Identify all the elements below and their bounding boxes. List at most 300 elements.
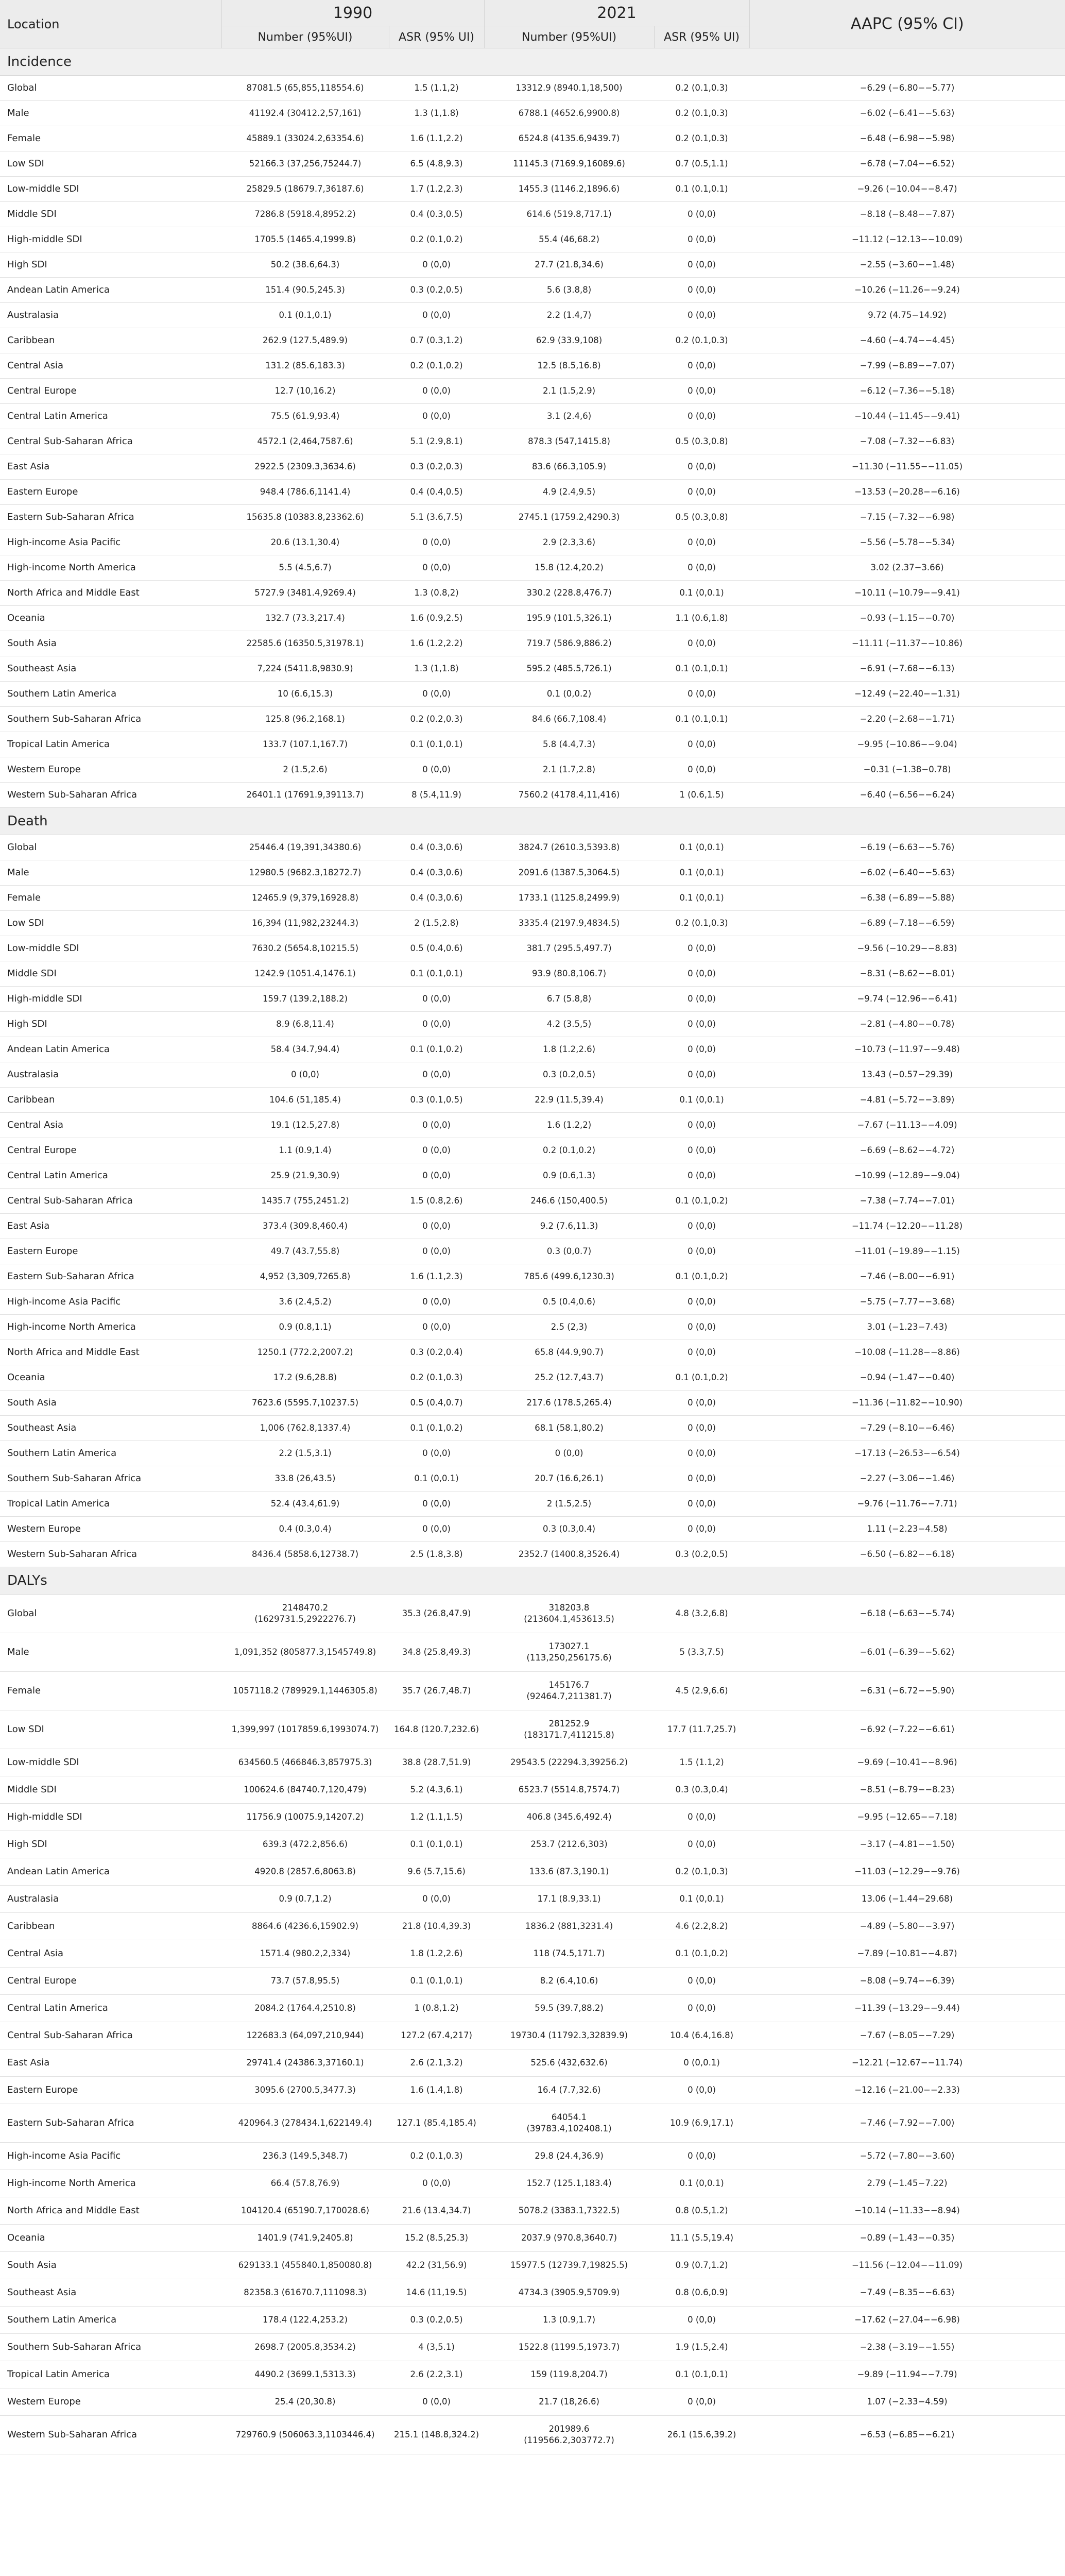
number-1990-header: Number (95%UI) [221, 26, 389, 48]
table-row [0, 581, 1065, 606]
location-cell: High-income North America [0, 555, 221, 581]
number-1990-cell: 5727.9 (3481.4,9269.4) [221, 581, 389, 606]
asr-1990-cell: 0.2 (0.1,0.3) [389, 2143, 484, 2170]
asr-1990-header: ASR (95% UI) [389, 26, 484, 48]
number-2021-cell: 55.4 (46,68.2) [484, 227, 654, 252]
number-2021-cell: 13312.9 (8940.1,18,500) [484, 76, 654, 101]
number-2021-cell: 3824.7 (2610.3,5393.8) [484, 835, 654, 860]
aapc-cell: −17.13 (−26.53−−6.54) [749, 1441, 1065, 1466]
location-cell: Caribbean [0, 328, 221, 353]
asr-2021-cell: 0.1 (0.1,0.1) [654, 707, 749, 732]
asr-2021-cell: 0.5 (0.3,0.8) [654, 505, 749, 530]
number-2021-cell: 1.6 (1.2,2) [484, 1113, 654, 1138]
number-2021-cell: 6.7 (5.8,8) [484, 987, 654, 1012]
asr-2021-cell: 0 (0,0) [654, 2388, 749, 2416]
number-1990-cell: 22585.6 (16350.5,31978.1) [221, 631, 389, 656]
location-cell: High SDI [0, 1012, 221, 1037]
asr-2021-cell: 1.1 (0.6,1.8) [654, 606, 749, 631]
number-1990-cell: 1242.9 (1051.4,1476.1) [221, 961, 389, 987]
number-1990-cell: 25829.5 (18679.7,36187.6) [221, 177, 389, 202]
aapc-cell: −7.38 (−7.74−−7.01) [749, 1189, 1065, 1214]
aapc-header: AAPC (95% CI) [749, 0, 1065, 48]
asr-2021-cell: 0 (0,0) [654, 454, 749, 480]
number-1990-cell: 373.4 (309.8,460.4) [221, 1214, 389, 1239]
asr-1990-cell: 0 (0,0) [389, 987, 484, 1012]
table-row [0, 278, 1065, 303]
location-cell: Middle SDI [0, 1776, 221, 1804]
asr-1990-cell: 1.6 (1.1,2.2) [389, 126, 484, 151]
asr-2021-cell: 0 (0,0) [654, 1968, 749, 1995]
asr-2021-cell: 0 (0,0) [654, 1416, 749, 1441]
table-row [0, 227, 1065, 252]
asr-1990-cell: 1.2 (1.1,1.5) [389, 1804, 484, 1831]
table-row [0, 1391, 1065, 1416]
location-cell: Southern Sub-Saharan Africa [0, 707, 221, 732]
asr-2021-cell: 0.1 (0,0.1) [654, 886, 749, 911]
location-cell: Central Europe [0, 1138, 221, 1163]
asr-2021-cell: 0.2 (0.1,0.3) [654, 101, 749, 126]
asr-2021-cell: 0.1 (0.1,0.2) [654, 1264, 749, 1290]
location-cell: Australasia [0, 1886, 221, 1913]
aapc-cell: −7.46 (−7.92−−7.00) [749, 2104, 1065, 2143]
table-row [0, 1163, 1065, 1189]
asr-2021-cell: 0 (0,0) [654, 1391, 749, 1416]
table-row [0, 987, 1065, 1012]
number-2021-cell: 525.6 (432,632.6) [484, 2049, 654, 2077]
aapc-cell: −6.02 (−6.41−−5.63) [749, 101, 1065, 126]
asr-1990-cell: 0.4 (0.3,0.6) [389, 835, 484, 860]
asr-2021-cell: 0 (0,0) [654, 555, 749, 581]
location-cell: Southern Latin America [0, 682, 221, 707]
table-row [0, 1542, 1065, 1567]
number-2021-cell: 8.2 (6.4,10.6) [484, 1968, 654, 1995]
table-row [0, 2361, 1065, 2388]
aapc-cell: −9.56 (−10.29−−8.83) [749, 936, 1065, 961]
section-title: Incidence [0, 48, 1065, 76]
table-row [0, 2077, 1065, 2104]
aapc-cell: 13.06 (−1.44−29.68) [749, 1886, 1065, 1913]
number-2021-cell: 2745.1 (1759.2,4290.3) [484, 505, 654, 530]
asr-2021-cell: 0.1 (0,0.1) [654, 1088, 749, 1113]
location-cell: Global [0, 76, 221, 101]
location-cell: High-middle SDI [0, 1804, 221, 1831]
number-2021-cell: 68.1 (58.1,80.2) [484, 1416, 654, 1441]
asr-1990-cell: 0 (0,0) [389, 404, 484, 429]
number-2021-cell: 195.9 (101.5,326.1) [484, 606, 654, 631]
number-2021-cell: 1.3 (0.9,1.7) [484, 2307, 654, 2334]
asr-1990-cell: 0.3 (0.2,0.3) [389, 454, 484, 480]
number-1990-cell: 0.4 (0.3,0.4) [221, 1517, 389, 1542]
aapc-cell: −11.36 (−11.82−−10.90) [749, 1391, 1065, 1416]
location-cell: Global [0, 835, 221, 860]
number-1990-cell: 58.4 (34.7,94.4) [221, 1037, 389, 1062]
incidence-section [0, 48, 1065, 808]
table-row [0, 1858, 1065, 1886]
table-row [0, 1886, 1065, 1913]
asr-1990-cell: 0 (0,0) [389, 555, 484, 581]
table-row [0, 783, 1065, 808]
aapc-cell: −6.48 (−6.98−−5.98) [749, 126, 1065, 151]
asr-2021-cell: 0.1 (0,0.1) [654, 581, 749, 606]
table-row [0, 2416, 1065, 2454]
aapc-cell: −9.95 (−10.86−−9.04) [749, 732, 1065, 757]
number-2021-cell: 2037.9 (970.8,3640.7) [484, 2225, 654, 2252]
table-row [0, 1214, 1065, 1239]
asr-1990-cell: 0.1 (0.1,0.1) [389, 732, 484, 757]
aapc-cell: −11.30 (−11.55−−11.05) [749, 454, 1065, 480]
table-row [0, 101, 1065, 126]
aapc-cell: −0.93 (−1.15−−0.70) [749, 606, 1065, 631]
number-1990-cell: 7630.2 (5654.8,10215.5) [221, 936, 389, 961]
location-cell: East Asia [0, 1214, 221, 1239]
aapc-cell: −8.31 (−8.62−−8.01) [749, 961, 1065, 987]
location-cell: South Asia [0, 1391, 221, 1416]
number-2021-cell: 15977.5 (12739.7,19825.5) [484, 2252, 654, 2279]
location-cell: Central Latin America [0, 404, 221, 429]
table-row [0, 2022, 1065, 2049]
number-2021-cell: 6524.8 (4135.6,9439.7) [484, 126, 654, 151]
dalys-section [0, 1567, 1065, 2454]
number-2021-cell: 17.1 (8.9,33.1) [484, 1886, 654, 1913]
location-cell: Low SDI [0, 911, 221, 936]
section-title: Death [0, 808, 1065, 835]
number-2021-cell: 84.6 (66.7,108.4) [484, 707, 654, 732]
table-row [0, 1672, 1065, 1710]
number-1990-cell: 8436.4 (5858.6,12738.7) [221, 1542, 389, 1567]
number-2021-cell: 62.9 (33.9,108) [484, 328, 654, 353]
asr-2021-cell: 0 (0,0) [654, 1113, 749, 1138]
location-cell: Caribbean [0, 1088, 221, 1113]
number-2021-cell: 2 (1.5,2.5) [484, 1492, 654, 1517]
location-cell: Central Europe [0, 1968, 221, 1995]
table-row [0, 1012, 1065, 1037]
asr-1990-cell: 0.5 (0.4,0.6) [389, 936, 484, 961]
aapc-cell: −6.92 (−7.22−−6.61) [749, 1710, 1065, 1749]
asr-2021-cell: 0 (0,0) [654, 530, 749, 555]
table-row [0, 76, 1065, 101]
number-1990-cell: 420964.3 (278434.1,622149.4) [221, 2104, 389, 2143]
number-1990-cell: 1,399,997 (1017859.6,1993074.7) [221, 1710, 389, 1749]
asr-2021-cell: 0 (0,0) [654, 227, 749, 252]
aapc-cell: −8.08 (−9.74−−6.39) [749, 1968, 1065, 1995]
table-row [0, 2279, 1065, 2307]
number-2021-cell: 0.3 (0.3,0.4) [484, 1517, 654, 1542]
number-2021-cell: 0.3 (0.2,0.5) [484, 1062, 654, 1088]
asr-1990-cell: 9.6 (5.7,15.6) [389, 1858, 484, 1886]
table-row [0, 1239, 1065, 1264]
asr-1990-cell: 0 (0,0) [389, 379, 484, 404]
asr-1990-cell: 0.7 (0.3,1.2) [389, 328, 484, 353]
location-cell: Low-middle SDI [0, 1749, 221, 1776]
number-1990-cell: 25446.4 (19,391,34380.6) [221, 835, 389, 860]
location-cell: Western Europe [0, 757, 221, 783]
aapc-cell: −9.69 (−10.41−−8.96) [749, 1749, 1065, 1776]
location-cell: Central Europe [0, 379, 221, 404]
number-2021-cell: 6788.1 (4652.6,9900.8) [484, 101, 654, 126]
aapc-cell: −10.11 (−10.79−−9.41) [749, 581, 1065, 606]
asr-1990-cell: 0.3 (0.1,0.5) [389, 1088, 484, 1113]
aapc-cell: −7.08 (−7.32−−6.83) [749, 429, 1065, 454]
aapc-cell: −11.01 (−19.89−−1.15) [749, 1239, 1065, 1264]
table-row [0, 2170, 1065, 2197]
table-row [0, 656, 1065, 682]
number-1990-cell: 1571.4 (980.2,2,334) [221, 1940, 389, 1968]
table-row [0, 2225, 1065, 2252]
asr-2021-cell: 0 (0,0) [654, 480, 749, 505]
number-1990-cell: 236.3 (149.5,348.7) [221, 2143, 389, 2170]
asr-1990-cell: 1.6 (1.4,1.8) [389, 2077, 484, 2104]
location-cell: Southern Sub-Saharan Africa [0, 2334, 221, 2361]
aapc-cell: −5.72 (−7.80−−3.60) [749, 2143, 1065, 2170]
location-cell: Central Asia [0, 353, 221, 379]
aapc-cell: −9.74 (−12.96−−6.41) [749, 987, 1065, 1012]
table-row [0, 480, 1065, 505]
location-cell: Central Asia [0, 1113, 221, 1138]
asr-2021-cell: 0.5 (0.3,0.8) [654, 429, 749, 454]
location-cell: Andean Latin America [0, 278, 221, 303]
number-1990-cell: 50.2 (38.6,64.3) [221, 252, 389, 278]
number-2021-cell: 3335.4 (2197.9,4834.5) [484, 911, 654, 936]
number-1990-cell: 73.7 (57.8,95.5) [221, 1968, 389, 1995]
aapc-cell: −2.20 (−2.68−−1.71) [749, 707, 1065, 732]
table-row [0, 1776, 1065, 1804]
location-cell: High SDI [0, 1831, 221, 1858]
aapc-cell: −6.18 (−6.63−−5.74) [749, 1595, 1065, 1633]
aapc-cell: −12.21 (−12.67−−11.74) [749, 2049, 1065, 2077]
location-cell: Central Sub-Saharan Africa [0, 429, 221, 454]
location-cell: East Asia [0, 454, 221, 480]
table-row [0, 1968, 1065, 1995]
location-cell: Caribbean [0, 1913, 221, 1940]
aapc-cell: −0.94 (−1.47−−0.40) [749, 1365, 1065, 1391]
asr-1990-cell: 0.3 (0.2,0.5) [389, 278, 484, 303]
number-2021-cell: 15.8 (12.4,20.2) [484, 555, 654, 581]
aapc-cell: −4.89 (−5.80−−3.97) [749, 1913, 1065, 1940]
asr-1990-cell: 35.3 (26.8,47.9) [389, 1595, 484, 1633]
asr-1990-cell: 0 (0,0) [389, 1113, 484, 1138]
aapc-cell: −6.38 (−6.89−−5.88) [749, 886, 1065, 911]
number-1990-cell: 948.4 (786.6,1141.4) [221, 480, 389, 505]
table-row [0, 1138, 1065, 1163]
number-2021-cell: 0.2 (0.1,0.2) [484, 1138, 654, 1163]
aapc-cell: −7.89 (−10.81−−4.87) [749, 1940, 1065, 1968]
aapc-cell: −5.75 (−7.77−−3.68) [749, 1290, 1065, 1315]
aapc-cell: −9.89 (−11.94−−7.79) [749, 2361, 1065, 2388]
table-row [0, 606, 1065, 631]
location-cell: High-income North America [0, 2170, 221, 2197]
number-2021-cell: 21.7 (18,26.6) [484, 2388, 654, 2416]
number-2021-cell: 27.7 (21.8,34.6) [484, 252, 654, 278]
number-1990-cell: 12465.9 (9,379,16928.8) [221, 886, 389, 911]
asr-1990-cell: 5.2 (4.3,6.1) [389, 1776, 484, 1804]
table-row [0, 1749, 1065, 1776]
asr-1990-cell: 6.5 (4.8,9.3) [389, 151, 484, 177]
asr-1990-cell: 0.4 (0.3,0.6) [389, 886, 484, 911]
asr-2021-cell: 0 (0,0) [654, 1062, 749, 1088]
number-1990-cell: 12.7 (10,16.2) [221, 379, 389, 404]
asr-2021-cell: 0 (0,0) [654, 1290, 749, 1315]
aapc-cell: −2.38 (−3.19−−1.55) [749, 2334, 1065, 2361]
asr-1990-cell: 215.1 (148.8,324.2) [389, 2416, 484, 2454]
number-1990-cell: 1,006 (762.8,1337.4) [221, 1416, 389, 1441]
table-row [0, 732, 1065, 757]
number-2021-cell: 5078.2 (3383.1,7322.5) [484, 2197, 654, 2225]
number-2021-cell: 159 (119.8,204.7) [484, 2361, 654, 2388]
location-cell: Female [0, 126, 221, 151]
location-cell: Female [0, 886, 221, 911]
aapc-cell: −11.74 (−12.20−−11.28) [749, 1214, 1065, 1239]
number-2021-cell: 29543.5 (22294.3,39256.2) [484, 1749, 654, 1776]
table-row [0, 1710, 1065, 1749]
location-cell: Low SDI [0, 151, 221, 177]
number-1990-cell: 8.9 (6.8,11.4) [221, 1012, 389, 1037]
table-row [0, 2143, 1065, 2170]
table-row [0, 757, 1065, 783]
number-1990-cell: 159.7 (139.2,188.2) [221, 987, 389, 1012]
location-cell: Tropical Latin America [0, 1492, 221, 1517]
asr-1990-cell: 0 (0,0) [389, 1239, 484, 1264]
number-2021-cell: 5.6 (3.8,8) [484, 278, 654, 303]
asr-1990-cell: 0.1 (0.1,0.2) [389, 1037, 484, 1062]
number-2021-cell: 29.8 (24.4,36.9) [484, 2143, 654, 2170]
location-cell: Central Asia [0, 1940, 221, 1968]
number-2021-cell: 878.3 (547,1415.8) [484, 429, 654, 454]
aapc-cell: −6.53 (−6.85−−6.21) [749, 2416, 1065, 2454]
asr-1990-cell: 2.5 (1.8,3.8) [389, 1542, 484, 1567]
asr-2021-cell: 0 (0,0) [654, 353, 749, 379]
location-cell: Southeast Asia [0, 1416, 221, 1441]
number-2021-cell: 0.3 (0,0.7) [484, 1239, 654, 1264]
aapc-cell: −13.53 (−20.28−−6.16) [749, 480, 1065, 505]
asr-2021-cell: 0.2 (0.1,0.3) [654, 911, 749, 936]
aapc-cell: 1.11 (−2.23−4.58) [749, 1517, 1065, 1542]
asr-2021-cell: 1.9 (1.5,2.4) [654, 2334, 749, 2361]
aapc-cell: 2.79 (−1.45−7.22) [749, 2170, 1065, 2197]
asr-1990-cell: 1 (0.8,1.2) [389, 1995, 484, 2022]
asr-2021-cell: 0.1 (0.1,0.1) [654, 656, 749, 682]
number-2021-cell: 1522.8 (1199.5,1973.7) [484, 2334, 654, 2361]
aapc-cell: −10.44 (−11.45−−9.41) [749, 404, 1065, 429]
asr-2021-cell: 0.7 (0.5,1.1) [654, 151, 749, 177]
number-2021-cell: 173027.1 (113,250,256175.6) [484, 1633, 654, 1672]
number-1990-cell: 52.4 (43.4,61.9) [221, 1492, 389, 1517]
location-cell: Southeast Asia [0, 656, 221, 682]
table-row [0, 1037, 1065, 1062]
location-cell: Low-middle SDI [0, 936, 221, 961]
aapc-cell: −6.19 (−6.63−−5.76) [749, 835, 1065, 860]
location-cell: Global [0, 1595, 221, 1633]
asr-1990-cell: 0 (0,0) [389, 1012, 484, 1037]
table-row [0, 1088, 1065, 1113]
table-row [0, 530, 1065, 555]
number-2021-cell: 5.8 (4.4,7.3) [484, 732, 654, 757]
number-1990-cell: 10 (6.6,15.3) [221, 682, 389, 707]
asr-2021-cell: 1 (0.6,1.5) [654, 783, 749, 808]
asr-2021-cell: 0 (0,0) [654, 252, 749, 278]
location-cell: Eastern Sub-Saharan Africa [0, 505, 221, 530]
location-cell: Central Latin America [0, 1163, 221, 1189]
number-2021-cell: 9.2 (7.6,11.3) [484, 1214, 654, 1239]
number-2021-cell: 253.7 (212.6,303) [484, 1831, 654, 1858]
number-1990-cell: 33.8 (26,43.5) [221, 1466, 389, 1492]
number-1990-cell: 262.9 (127.5,489.9) [221, 328, 389, 353]
number-1990-cell: 2148470.2 (1629731.5,2922276.7) [221, 1595, 389, 1633]
asr-2021-cell: 0 (0,0) [654, 1239, 749, 1264]
table-row [0, 1340, 1065, 1365]
aapc-cell: −11.12 (−12.13−−10.09) [749, 227, 1065, 252]
number-1990-cell: 82358.3 (61670.7,111098.3) [221, 2279, 389, 2307]
aapc-cell: −6.91 (−7.68−−6.13) [749, 656, 1065, 682]
number-2021-cell: 0.5 (0.4,0.6) [484, 1290, 654, 1315]
asr-1990-cell: 2.6 (2.1,3.2) [389, 2049, 484, 2077]
number-2021-cell: 7560.2 (4178.4,11,416) [484, 783, 654, 808]
number-2021-cell: 2.1 (1.7,2.8) [484, 757, 654, 783]
number-2021-cell: 83.6 (66.3,105.9) [484, 454, 654, 480]
location-cell: Central Latin America [0, 1995, 221, 2022]
asr-2021-cell: 0.2 (0.1,0.3) [654, 328, 749, 353]
asr-2021-cell: 0 (0,0) [654, 1804, 749, 1831]
asr-1990-cell: 0 (0,0) [389, 303, 484, 328]
number-2021-cell: 381.7 (295.5,497.7) [484, 936, 654, 961]
aapc-cell: −6.02 (−6.40−−5.63) [749, 860, 1065, 886]
asr-2021-cell: 0 (0,0) [654, 987, 749, 1012]
asr-1990-cell: 42.2 (31,56.9) [389, 2252, 484, 2279]
number-1990-cell: 1705.5 (1465.4,1999.8) [221, 227, 389, 252]
aapc-cell: −6.01 (−6.39−−5.62) [749, 1633, 1065, 1672]
aapc-cell: −8.51 (−8.79−−8.23) [749, 1776, 1065, 1804]
number-2021-cell: 2.2 (1.4,7) [484, 303, 654, 328]
asr-1990-cell: 0 (0,0) [389, 682, 484, 707]
location-cell: South Asia [0, 2252, 221, 2279]
number-2021-cell: 1455.3 (1146.2,1896.6) [484, 177, 654, 202]
asr-2021-cell: 0.1 (0.1,0.1) [654, 177, 749, 202]
location-cell: Western Sub-Saharan Africa [0, 2416, 221, 2454]
asr-2021-cell: 0 (0,0) [654, 631, 749, 656]
location-cell: Low-middle SDI [0, 177, 221, 202]
aapc-cell: −9.95 (−12.65−−7.18) [749, 1804, 1065, 1831]
number-1990-cell: 178.4 (122.4,253.2) [221, 2307, 389, 2334]
location-cell: Low SDI [0, 1710, 221, 1749]
asr-2021-cell: 0.8 (0.5,1.2) [654, 2197, 749, 2225]
aapc-cell: −9.26 (−10.04−−8.47) [749, 177, 1065, 202]
asr-1990-cell: 0.4 (0.3,0.6) [389, 860, 484, 886]
number-1990-cell: 16,394 (11,982,23244.3) [221, 911, 389, 936]
table-row [0, 328, 1065, 353]
asr-1990-cell: 0.1 (0,0.1) [389, 1466, 484, 1492]
number-1990-cell: 1057118.2 (789929.1,1446305.8) [221, 1672, 389, 1710]
asr-2021-cell: 0.3 (0.3,0.4) [654, 1776, 749, 1804]
location-cell: Eastern Europe [0, 2077, 221, 2104]
aapc-cell: −0.31 (−1.38−0.78) [749, 757, 1065, 783]
number-2021-cell: 406.8 (345.6,492.4) [484, 1804, 654, 1831]
number-2021-cell: 6523.7 (5514.8,7574.7) [484, 1776, 654, 1804]
asr-2021-cell: 0 (0,0) [654, 1214, 749, 1239]
location-cell: Australasia [0, 1062, 221, 1088]
asr-2021-cell: 0 (0,0) [654, 936, 749, 961]
asr-1990-cell: 0 (0,0) [389, 2388, 484, 2416]
table-row [0, 682, 1065, 707]
asr-2021-cell: 0 (0,0) [654, 1492, 749, 1517]
number-2021-cell: 281252.9 (183171.7,411215.8) [484, 1710, 654, 1749]
aapc-cell: 9.72 (4.75−14.92) [749, 303, 1065, 328]
asr-1990-cell: 1.8 (1.2,2.6) [389, 1940, 484, 1968]
number-1990-cell: 2698.7 (2005.8,3534.2) [221, 2334, 389, 2361]
aapc-cell: −10.99 (−12.89−−9.04) [749, 1163, 1065, 1189]
asr-2021-cell: 0 (0,0) [654, 757, 749, 783]
number-1990-cell: 11756.9 (10075.9,14207.2) [221, 1804, 389, 1831]
aapc-cell: −12.16 (−21.00−−2.33) [749, 2077, 1065, 2104]
table-row [0, 1913, 1065, 1940]
